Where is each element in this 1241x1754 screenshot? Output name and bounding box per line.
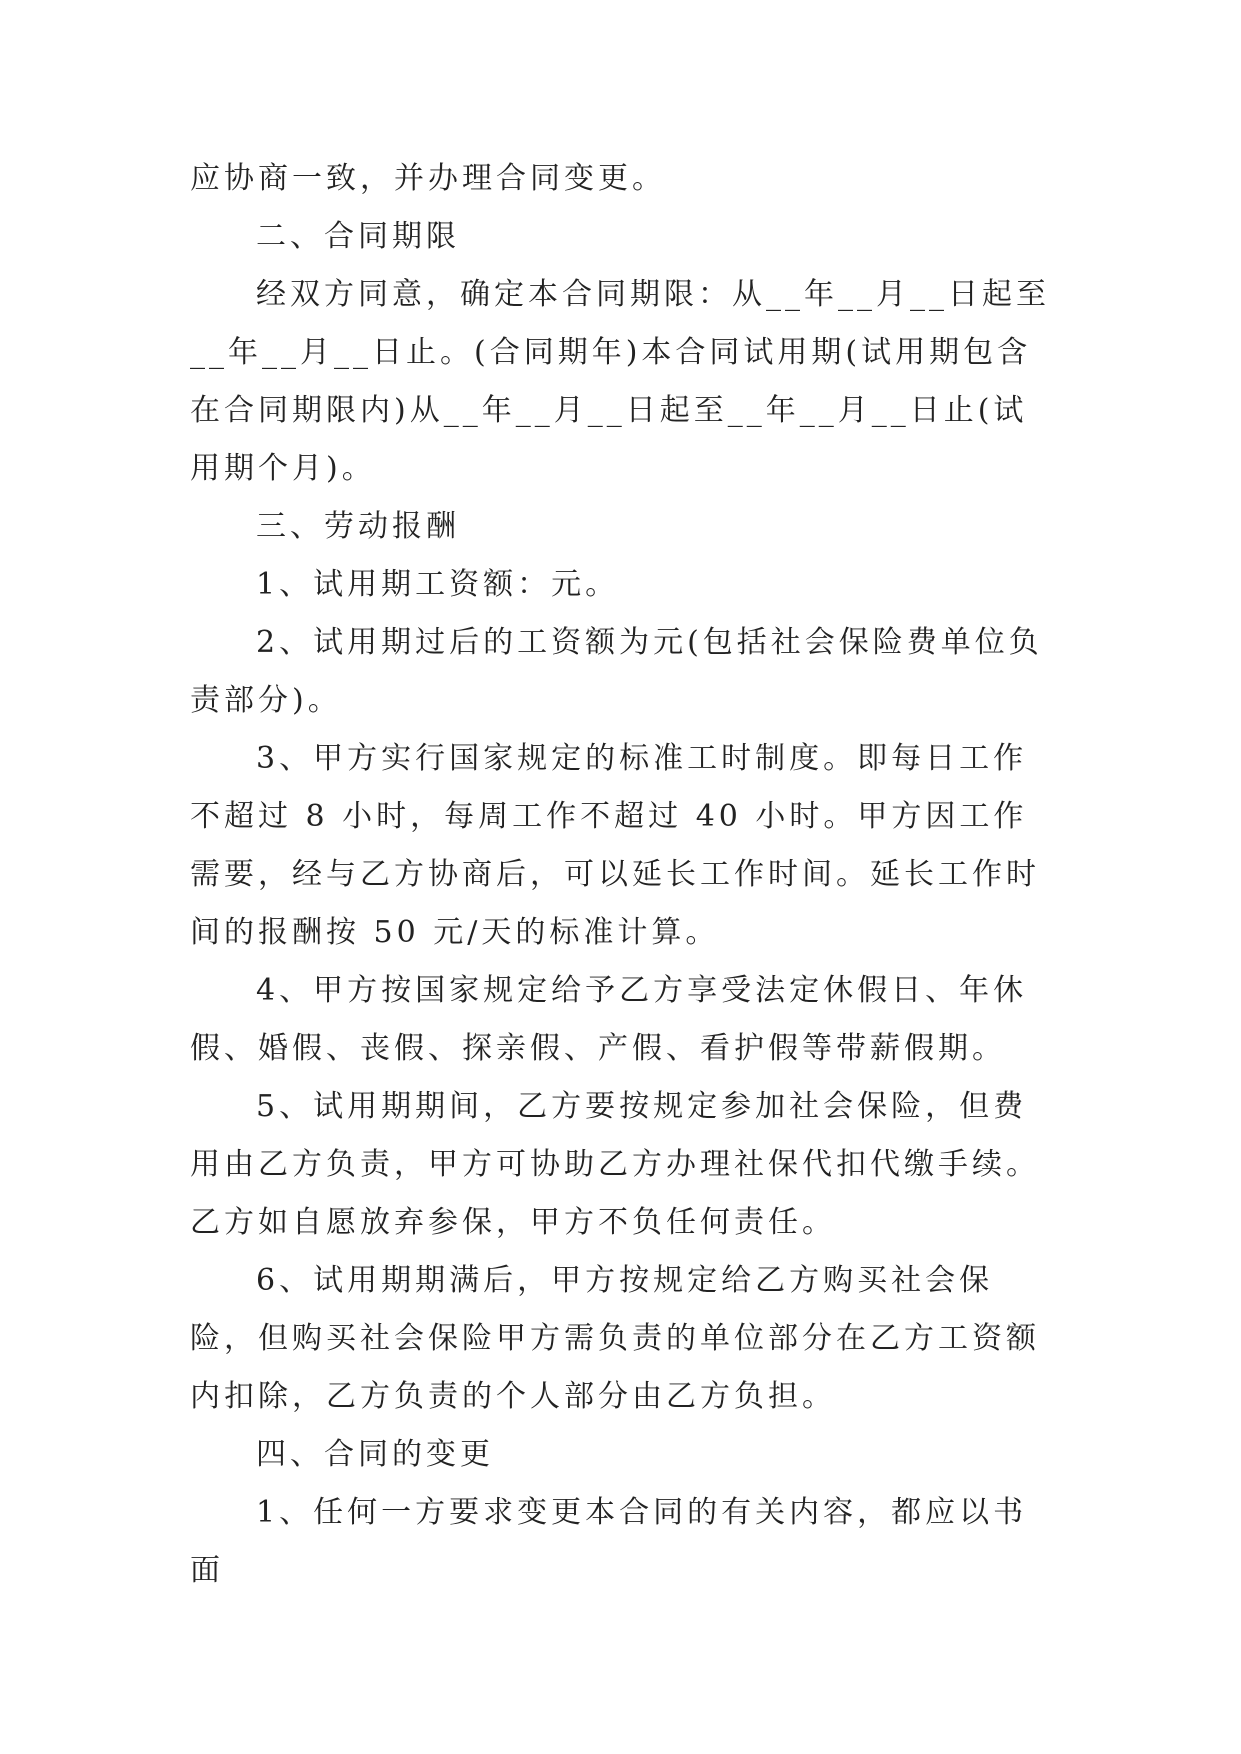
clause-probation-wage: 1、试用期工资额：元。 [256,567,620,602]
section-heading-contract-change: 四、合同的变更 [256,1437,494,1472]
document-body [190,150,1050,1600]
clause-post-probation-wage: 2、试用期过后的工资额为元(包括社会保险费单位负责部分)。 [190,625,1043,718]
clause-working-hours: 3、甲方实行国家规定的标准工时制度。即每日工作不超过 8 小时，每周工作不超过 40 小时。甲方因工作需要，经与乙方协商后，可以延长工作时间。延长工作时间的报酬按 50 元/天的标准计算。 [190,741,1040,950]
paragraph-continuation: 应协商一致，并办理合同变更。 [190,161,666,196]
paragraph-contract-term: 经双方同意，确定本合同期限：从__年__月__日起至__年__月__日止。(合同期年)本合同试用期(试用期包含在合同期限内)从__年__月__日起至__年__月__日止(试用期个月)。 [190,277,1050,486]
clause-change-request: 1、任何一方要求变更本合同的有关内容，都应以书面 [190,1495,1028,1588]
clause-paid-leave: 4、甲方按国家规定给予乙方享受法定休假日、年休假、婚假、丧假、探亲假、产假、看护假等带薪假期。 [190,973,1028,1066]
clause-post-probation-insurance: 6、试用期期满后，甲方按规定给乙方购买社会保险，但购买社会保险甲方需负责的单位部分在乙方工资额内扣除，乙方负责的个人部分由乙方负担。 [190,1263,1040,1414]
clause-probation-insurance: 5、试用期期间，乙方要按规定参加社会保险，但费用由乙方负责，甲方可协助乙方办理社保代扣代缴手续。乙方如自愿放弃参保，甲方不负任何责任。 [190,1089,1040,1240]
section-heading-contract-term: 二、合同期限 [256,219,460,254]
section-heading-remuneration: 三、劳动报酬 [256,509,460,544]
